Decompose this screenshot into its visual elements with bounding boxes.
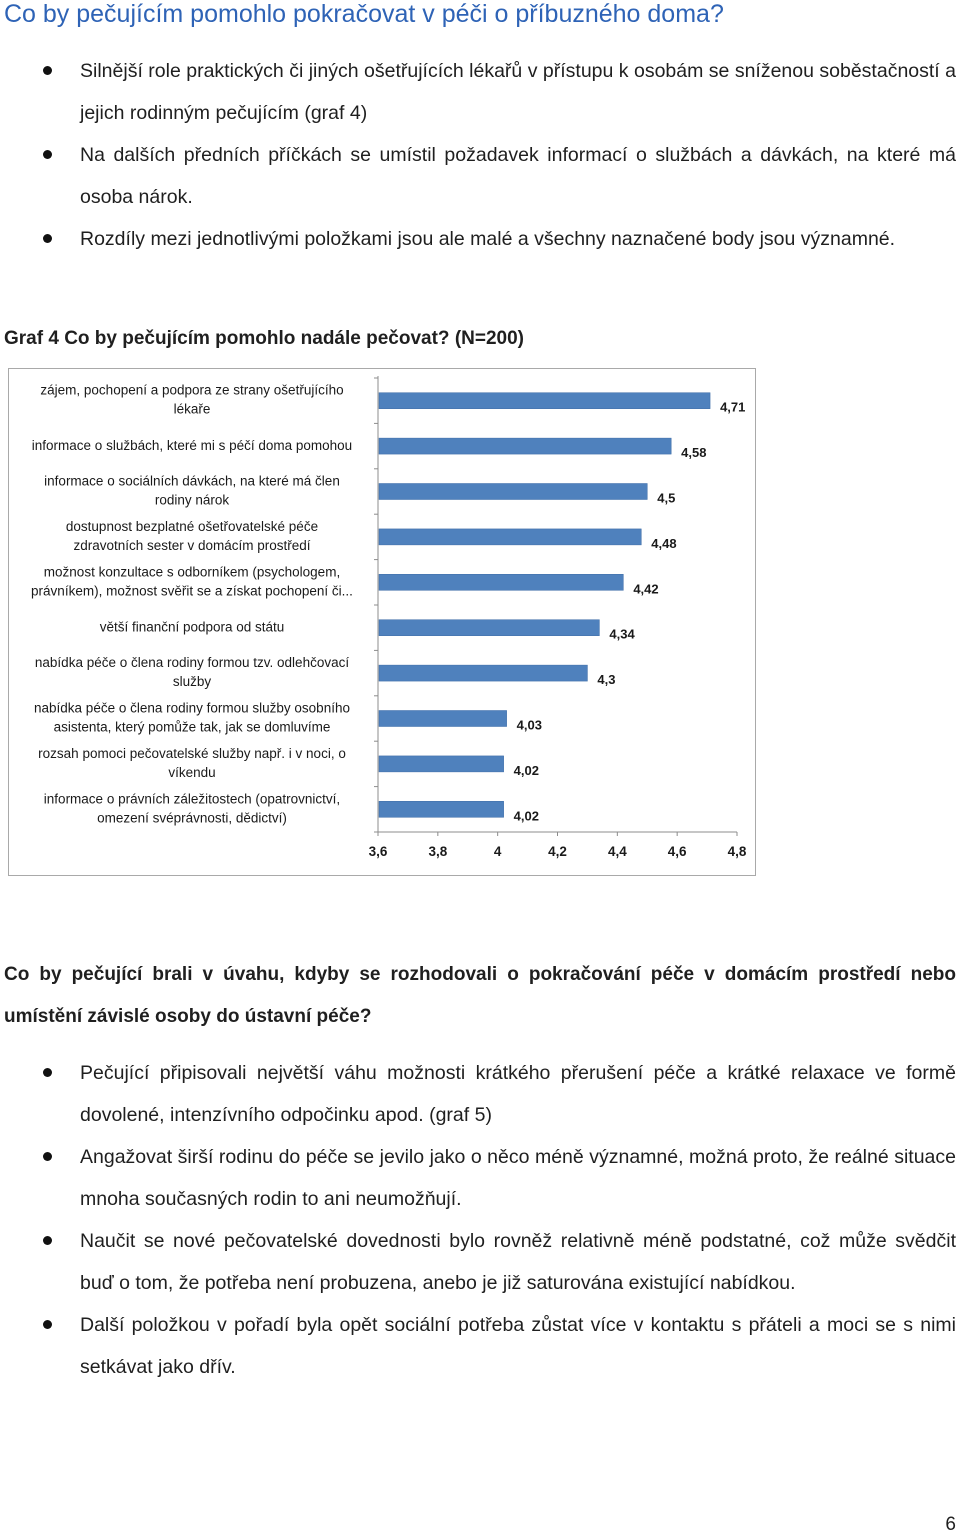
bar [379, 438, 671, 454]
list-item [0, 1304, 960, 1388]
x-tick-label: 4,2 [548, 844, 567, 859]
category-label [66, 519, 318, 553]
category-label-line: zájem, pochopení a podpora ze strany ošetřujícího [40, 382, 344, 398]
category-label-line: nabídka péče o člena rodiny formou služby osobního [34, 700, 350, 716]
category-label-line: informace o službách, které mi s péčí doma pomohou [31, 438, 353, 454]
bar [379, 665, 587, 681]
data-label: 4,5 [657, 490, 676, 506]
category-label-line: služby [172, 674, 212, 690]
bullet-dot-icon [43, 1152, 52, 1161]
list-item-text: Angažovat širší rodinu do péče se jevilo jako o něco méně významné, možná proto, že reálné situace mnoha současných rodin to ani neumožňují. [80, 1146, 956, 1210]
category-label-line: dostupnost bezplatné ošetřovatelské péče [65, 518, 319, 534]
bar [379, 529, 641, 545]
data-label: 4,42 [633, 581, 659, 597]
category-label-line: rodiny nárok [154, 492, 230, 508]
category-label-line: zdravotních sester v domácím prostředí [73, 537, 311, 553]
section-question: Co by pečující brali v úvahu, kdyby se rozhodovali o pokračování péče v domácím prostředí nebo umístění závislé osoby do ústavní péče? [4, 964, 956, 1027]
chart-caption: Graf 4 Co by pečujícím pomohlo nadále pečovat? (N=200) [4, 328, 524, 349]
category-label-line: víkendu [168, 764, 216, 780]
list-item-text: Pečující připisovali největší váhu možnosti krátkého přerušení péče a krátké relaxace ve formě dovolené, intenzívního odpočinku apod. (graf 5) [80, 1062, 956, 1126]
category-label [44, 791, 340, 825]
category-label [32, 438, 352, 453]
bar [379, 711, 507, 727]
category-label [38, 746, 346, 780]
data-label: 4,48 [651, 535, 677, 551]
list-item [0, 1136, 960, 1220]
category-label-line: informace o sociálních dávkách, na které má člen [44, 473, 340, 489]
category-label-line: větší finanční podpora od státu [99, 619, 285, 635]
data-label: 4,3 [597, 672, 616, 688]
page-title: Co by pečujícím pomohlo pokračovat v péči o příbuzného doma? [4, 0, 724, 28]
bar-chart [9, 369, 755, 875]
list-item-text: Další položkou v pořadí byla opět sociální potřeba zůstat více v kontaktu s přáteli a moci se s nimi setkávat jako dřív. [80, 1314, 956, 1378]
data-label: 4,03 [516, 717, 542, 733]
bullet-list-intro [0, 50, 960, 260]
bullet-dot-icon [43, 66, 52, 75]
category-label-line: právníkem), možnost svěřit se a získat pochopení či... [31, 583, 353, 599]
bullet-list-findings [0, 1052, 960, 1388]
list-item-text: Na dalších předních příčkách se umístil požadavek informací o službách a dávkách, na které má osoba nárok. [80, 144, 956, 208]
category-label [100, 620, 285, 635]
x-tick-label: 4,6 [667, 844, 687, 859]
category-label [35, 655, 349, 689]
list-item [0, 1220, 960, 1304]
list-item-text: Rozdíly mezi jednotlivými položkami jsou ale malé a všechny naznačené body jsou významné. [80, 228, 896, 250]
bar [379, 801, 504, 817]
list-item [0, 134, 960, 218]
category-label-line: omezení svéprávnosti, dědictví) [97, 810, 287, 826]
bullet-dot-icon [43, 234, 52, 243]
bar [379, 574, 623, 590]
bullet-dot-icon [43, 1236, 52, 1245]
list-item [0, 1052, 960, 1136]
bullet-dot-icon [43, 1320, 52, 1329]
data-label: 4,02 [513, 808, 539, 824]
bar [379, 756, 504, 772]
page-number: 6 [945, 1514, 956, 1535]
category-label [34, 701, 350, 735]
category-label [44, 474, 340, 508]
list-item-text: Naučit se nové pečovatelské dovednosti bylo rovněž relativně méně podstatné, což může svědčit buď o tom, že potřeba není probuzena, anebo je již saturována existující nabídkou. [80, 1230, 956, 1294]
list-item [0, 50, 960, 134]
bullet-dot-icon [43, 1068, 52, 1077]
list-item [0, 218, 960, 260]
category-label-line: lékaře [173, 401, 211, 417]
data-label: 4,71 [720, 399, 746, 415]
bar [379, 620, 599, 636]
x-tick-label: 4,8 [727, 844, 747, 859]
category-label-line: informace o právních záležitostech (opatrovnictví, [43, 791, 341, 807]
data-label: 4,02 [513, 762, 539, 778]
category-label [40, 383, 343, 417]
bar [379, 393, 710, 409]
category-label-line: možnost konzultace s odborníkem (psychologem, [43, 564, 341, 580]
category-label-line: nabídka péče o člena rodiny formou tzv. odlehčovací [34, 655, 350, 671]
chart-container [8, 368, 756, 876]
bar [379, 484, 647, 500]
data-label: 4,58 [681, 445, 707, 461]
list-item-text: Silnější role praktických či jiných ošetřujících lékařů v přístupu k osobám se sníženou soběstačností a jejich rodinným pečujícím (graf 4) [80, 60, 956, 124]
x-tick-label: 4 [493, 844, 502, 859]
category-label-line: asistenta, který pomůže tak, jak se domluvíme [53, 719, 331, 735]
category-label-line: rozsah pomoci pečovatelské služby např. i v noci, o [38, 745, 346, 761]
data-label: 4,34 [609, 626, 635, 642]
x-tick-label: 4,4 [607, 844, 627, 859]
bullet-dot-icon [43, 150, 52, 159]
category-label [31, 564, 353, 598]
x-tick-label: 3,6 [368, 844, 388, 859]
x-tick-label: 3,8 [428, 844, 448, 859]
